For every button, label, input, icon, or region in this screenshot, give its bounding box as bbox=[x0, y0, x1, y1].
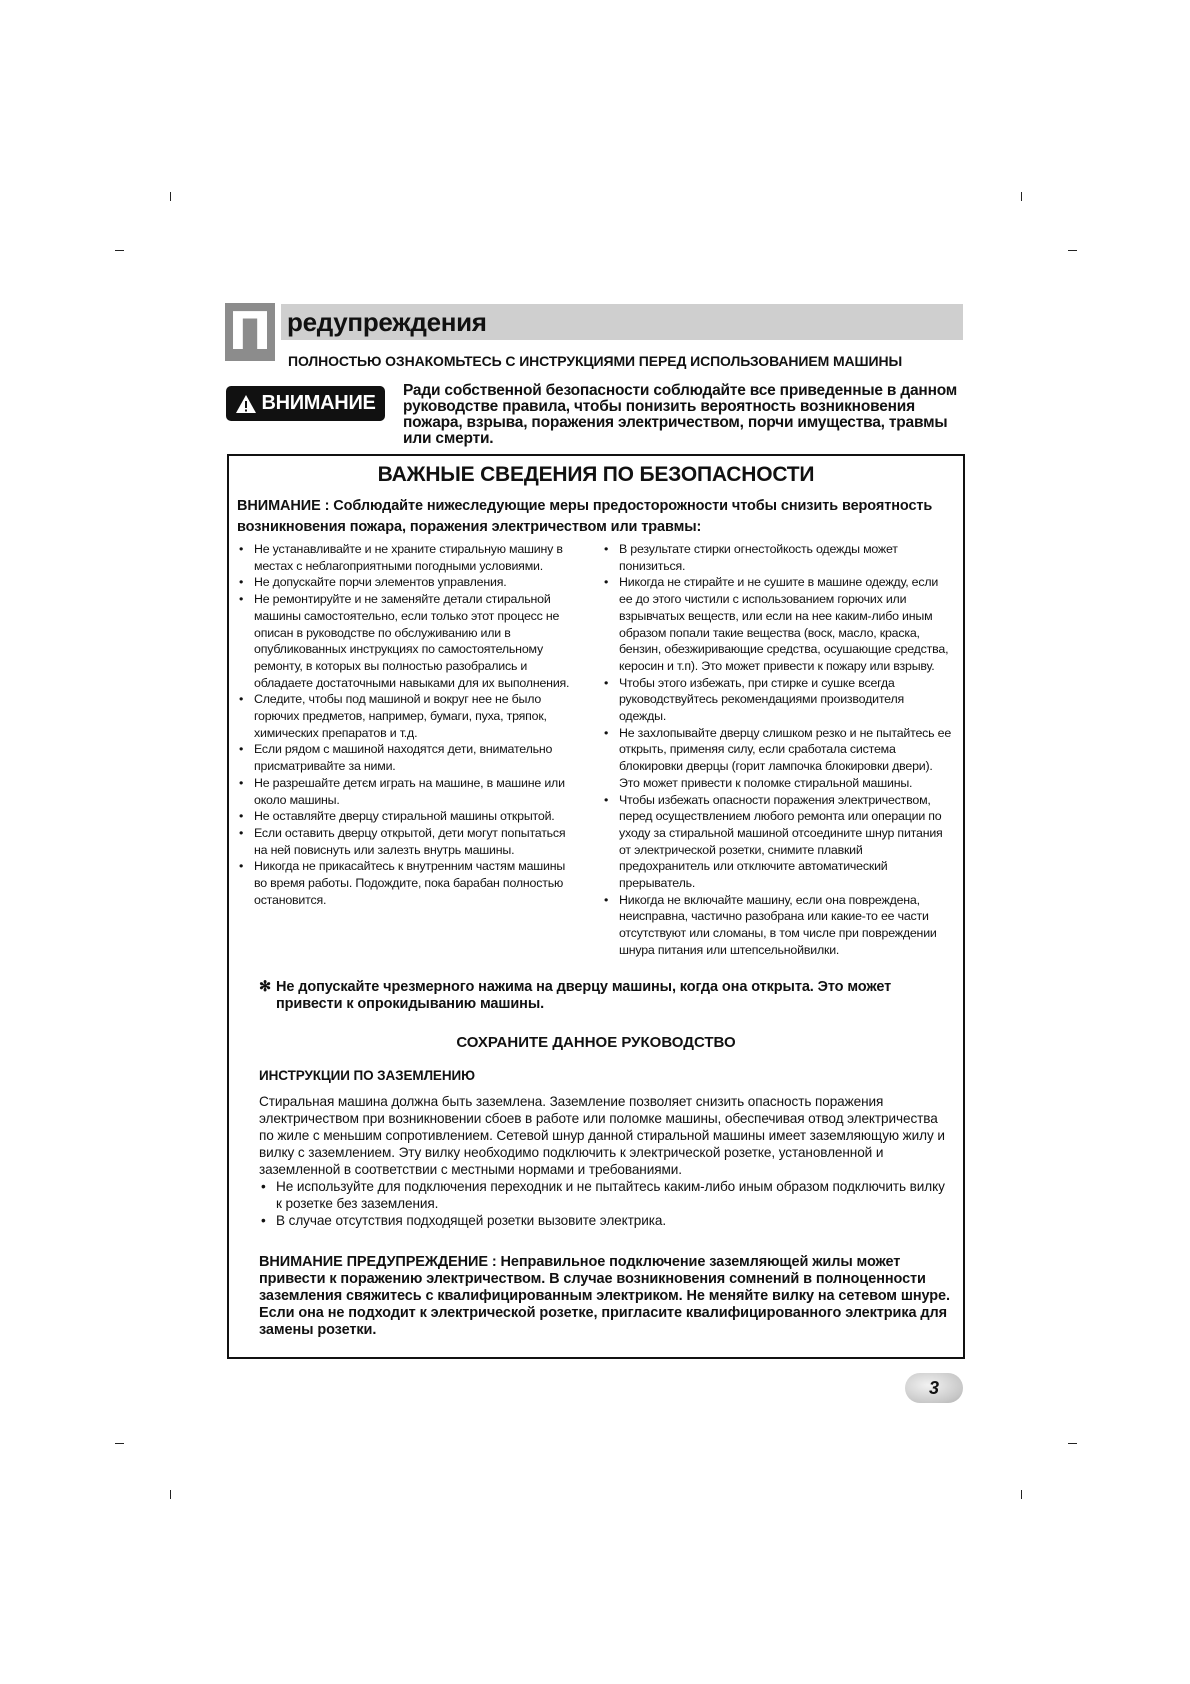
grounding-text: Стиральная машина должна быть заземлена. Заземление позволяет снизить опасность поражения электричеством при возникновении сбоев в работе или поломке машины, обеспечивая отвод электричества по жиле с меньшим сопротивлением. Сетевой шнур данной стиральной машины имеет заземляющую жилу и вилку с заземлением. Эту вилку необходимо подключить к электрической розетке, установленной и заземленной в соответствии с местными нормами и требованиями. bbox=[259, 1094, 945, 1177]
grounding-title: ИНСТРУКЦИИ ПО ЗАЗЕМЛЕНИЮ bbox=[259, 1068, 475, 1083]
list-item: • Чтобы избежать опасности поражения электричеством, перед осуществлением любого ремонта или операции по уходу за стиральной машиной отсоедините шнур питания от электрической розетки, снимите плавкий предохранитель или отключите автоматический прерыватель. bbox=[602, 792, 954, 892]
header-initial-letter: П bbox=[225, 303, 275, 361]
save-manual-title: СОХРАНИТЕ ДАННОЕ РУКОВОДСТВО bbox=[456, 1034, 736, 1051]
crop-mark bbox=[170, 192, 171, 201]
list-item: • Никогда не прикасайтесь к внутренним частям машины во время работы. Подождите, пока барабан полностью остановится. bbox=[237, 858, 577, 908]
list-item: • Следите, чтобы под машиной и вокруг нее не было горючих предметов, например, бумаги, пуха, тряпок, химических препаратов и т.д. bbox=[237, 691, 577, 741]
crop-mark bbox=[1068, 1443, 1077, 1444]
warning-triangle-icon bbox=[235, 394, 257, 414]
door-note-text: Не допускайте чрезмерного нажима на дверцу машины, когда она открыта. Это может привести к опрокидыванию машины. bbox=[276, 979, 892, 1012]
list-item: • Не устанавливайте и не храните стиральную машину в местах с неблагоприятными погодными условиями. bbox=[237, 541, 577, 574]
crop-mark bbox=[115, 250, 124, 251]
safety-intro: ВНИМАНИЕ : Соблюдайте нижеследующие меры предосторожности чтобы снизить вероятность возникновения пожара, поражения электричеством или травмы: bbox=[237, 498, 933, 535]
warning-text: Ради собственной безопасности соблюдайте все приведенные в данном руководстве правила, чтобы понизить вероятность возникновения пожара, взрыва, поражения электричеством, порчи имущества, травмы или смерти. bbox=[403, 382, 958, 447]
page-title: редупреждения bbox=[287, 307, 487, 337]
crop-mark bbox=[1068, 250, 1077, 251]
crop-mark bbox=[170, 1490, 171, 1499]
door-note bbox=[259, 979, 956, 1013]
list-item: • Не разрешайте детєм играть на машине, в машине или около машины. bbox=[237, 775, 577, 808]
final-warning bbox=[259, 1254, 959, 1339]
crop-mark bbox=[1021, 1490, 1022, 1499]
list-item: • В случае отсутствия подходящей розетки вызовите электрика. bbox=[259, 1212, 949, 1229]
final-warning-label: ВНИМАНИЕ ПРЕДУПРЕЖДЕНИЕ : bbox=[259, 1254, 497, 1270]
list-item: • Чтобы этого избежать, при стирке и сушке всегда руководствуйтесь рекомендациями производителя одежды. bbox=[602, 675, 954, 725]
list-item: • Не ремонтируйте и не заменяйте детали стиральной машины самостоятельно, если только этот процесс не описан в руководстве по обслуживанию или в опубликованных инструкциях по самостоятельному ремонту, в которых вы полностью разобрались и обладаете достаточными навыками для их выполнения. bbox=[237, 591, 577, 691]
list-item: • Если оставить дверцу открытой, дети могут попытаться на ней повиснуть или залезть внутрь машины. bbox=[237, 825, 577, 858]
safety-list-right bbox=[602, 541, 954, 959]
page-number: 3 bbox=[905, 1373, 963, 1403]
warning-badge bbox=[226, 386, 385, 421]
safety-title: ВАЖНЫЕ СВЕДЕНИЯ ПО БЕЗОПАСНОСТИ bbox=[377, 463, 815, 486]
list-item: • Не используйте для подключения переходник и не пытайтесь каким-либо иным образом подключить вилку к розетке без заземления. bbox=[259, 1178, 949, 1212]
crop-mark bbox=[1021, 192, 1022, 201]
safety-box bbox=[227, 454, 965, 1359]
list-item: • В результате стирки огнестойкость одежды может понизиться. bbox=[602, 541, 954, 574]
list-item: • Не захлопывайте дверцу слишком резко и не пытайтесь ее открыть, применяя силу, если сработала система блокировки дверцы (горит лампочка блокировки двери). Это может привести к поломке стиральной машины. bbox=[602, 725, 954, 792]
safety-list-left bbox=[237, 541, 577, 908]
list-item: • Не оставляйте дверцу стиральной машины открытой. bbox=[237, 808, 577, 825]
list-item: • Если рядом с машиной находятся дети, внимательно присматривайте за ними. bbox=[237, 741, 577, 774]
grounding-body bbox=[259, 1093, 949, 1229]
page-subheader: ПОЛНОСТЬЮ ОЗНАКОМЬТЕСЬ С ИНСТРУКЦИЯМИ ПЕРЕД ИСПОЛЬЗОВАНИЕМ МАШИНЫ bbox=[288, 353, 903, 369]
list-item: • Никогда не включайте машину, если она повреждена, неисправна, частично разобрана или какие-то ее части отсутствуют или сломаны, в том числе при повреждении шнура питания или штепсельнойвилки. bbox=[602, 892, 954, 959]
list-item: • Не допускайте порчи элементов управления. bbox=[237, 574, 577, 591]
warning-badge-label: ВНИМАНИЕ bbox=[261, 392, 376, 414]
crop-mark bbox=[115, 1443, 124, 1444]
list-item: • Никогда не стирайте и не сушите в машине одежду, если ее до этого чистили с использованием горючих или взрывчатых веществ, или если на нее каким-либо иным образом попали такие вещества (воск, масло, краска, бензин, обезжиривающие средства, осушающие средства, керосин и т.п). Это может привести к пожару или взрыву. bbox=[602, 574, 954, 674]
final-warning-text: Неправильное подключение заземляющей жилы может привести к поражению электричеством. В случае возникновения сомнений в полноценности заземления свяжитесь с квалифицированным электриком. Не меняйте вилку на сетевом шнуре. Если она не подходит к электрической розетке, пригласите квалифицированного электрика для замены розетки. bbox=[259, 1254, 950, 1338]
asterisk-icon: ✻ bbox=[259, 979, 272, 995]
